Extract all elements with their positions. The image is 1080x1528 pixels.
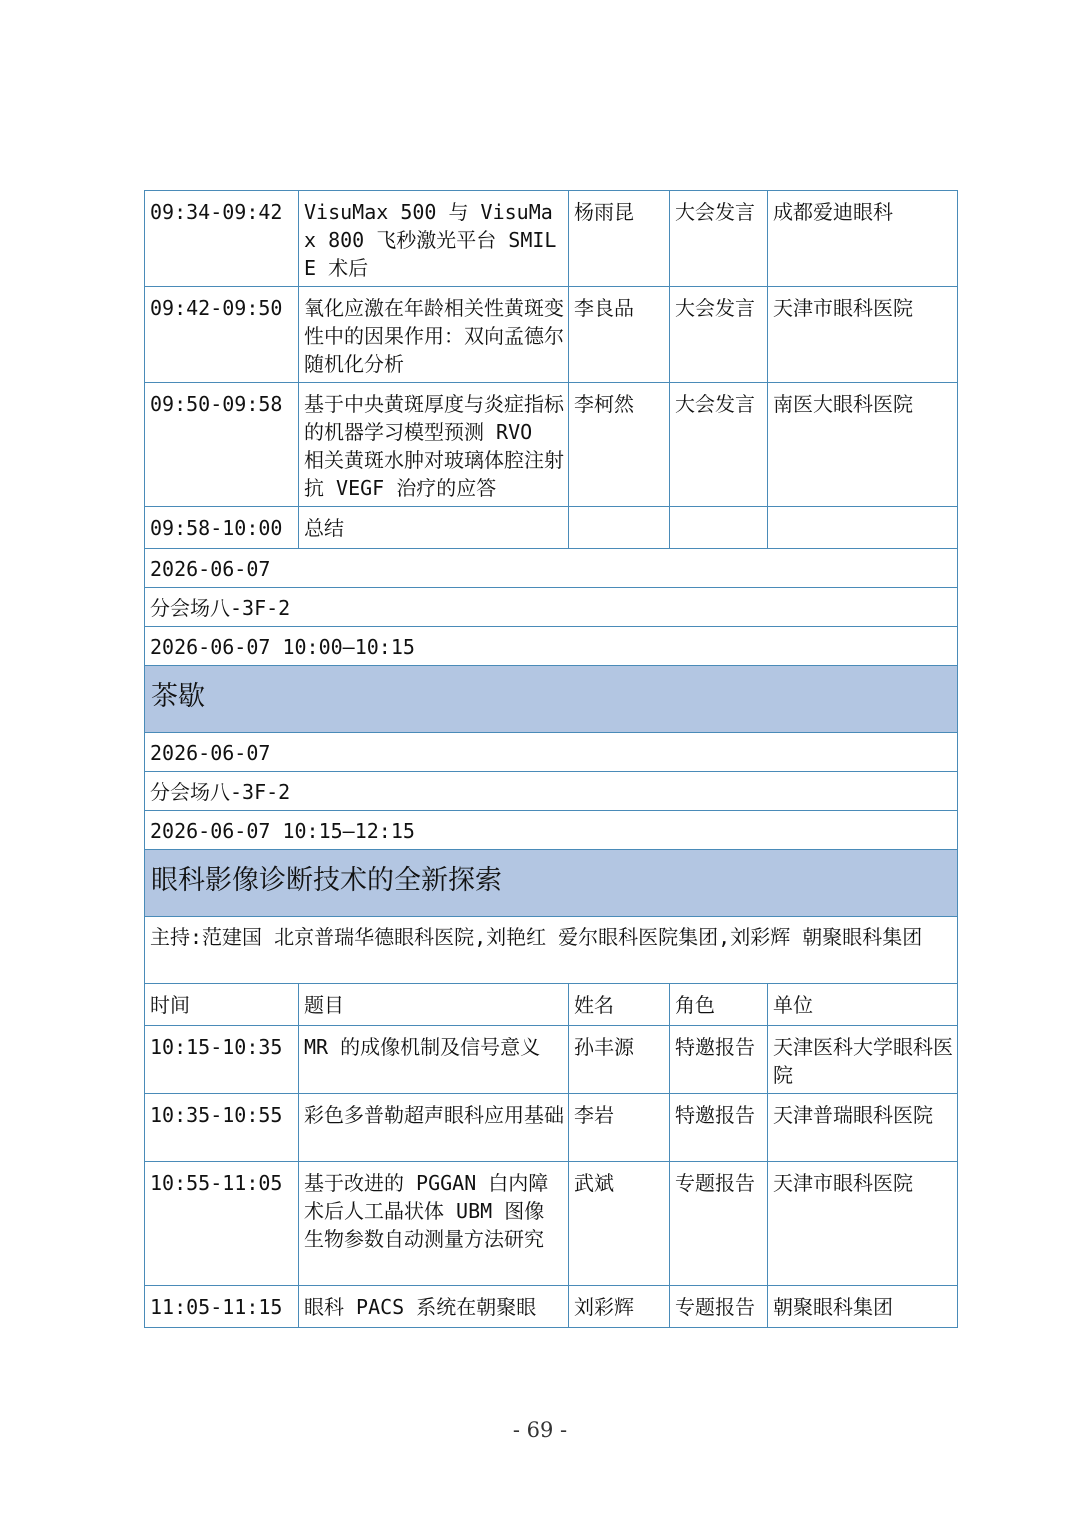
role-cell: 特邀报告 [670,1026,768,1094]
session-title-row [145,666,958,733]
schedule-table [144,190,958,1328]
name-cell: 李柯然 [569,383,670,507]
role-cell: 专题报告 [670,1162,768,1286]
time-cell: 11:05-11:15 [145,1286,299,1328]
name-cell: 李岩 [569,1094,670,1162]
org-cell: 天津市眼科医院 [768,1162,958,1286]
org-cell: 南医大眼科医院 [768,383,958,507]
session-date: 2026-06-07 [145,733,958,772]
session-date: 2026-06-07 [145,549,958,588]
session-venue: 分会场八-3F-2 [145,772,958,811]
role-cell: 大会发言 [670,287,768,383]
session-datetime-row [145,811,958,850]
session-title: 眼科影像诊断技术的全新探索 [145,850,958,917]
title-cell: 基于中央黄斑厚度与炎症指标的机器学习模型预测 RVO 相关黄斑水肿对玻璃体腔注射抗 VEGF 治疗的应答 [299,383,569,507]
table-row [145,1026,958,1094]
name-cell: 刘彩辉 [569,1286,670,1328]
org-cell: 天津市眼科医院 [768,287,958,383]
session-venue-row [145,588,958,627]
role-cell: 专题报告 [670,1286,768,1328]
session-title-row [145,850,958,917]
role-cell: 特邀报告 [670,1094,768,1162]
table-row [145,1286,958,1328]
time-cell: 09:50-09:58 [145,383,299,507]
session-venue-row [145,772,958,811]
table-row [145,1162,958,1286]
org-cell: 天津普瑞眼科医院 [768,1094,958,1162]
org-cell: 成都爱迪眼科 [768,191,958,287]
time-cell: 09:34-09:42 [145,191,299,287]
role-cell: 大会发言 [670,191,768,287]
title-cell: 基于改进的 PGGAN 白内障术后人工晶状体 UBM 图像生物参数自动测量方法研究 [299,1162,569,1286]
name-cell: 李良品 [569,287,670,383]
session-venue: 分会场八-3F-2 [145,588,958,627]
session-title: 茶歇 [145,666,958,733]
org-cell [768,507,958,549]
title-cell: 氧化应激在年龄相关性黄斑变性中的因果作用：双向孟德尔随机化分析 [299,287,569,383]
session-hosts: 主持:范建国 北京普瑞华德眼科医院,刘艳红 爱尔眼科医院集团,刘彩辉 朝聚眼科集团 [145,917,958,984]
session-datetime: 2026-06-07 10:00—10:15 [145,627,958,666]
session-hosts-row [145,917,958,984]
name-cell: 孙丰源 [569,1026,670,1094]
role-cell: 大会发言 [670,383,768,507]
session-date-row [145,733,958,772]
header-org: 单位 [768,984,958,1026]
header-role: 角色 [670,984,768,1026]
name-cell: 杨雨昆 [569,191,670,287]
org-cell: 天津医科大学眼科医院 [768,1026,958,1094]
table-row [145,191,958,287]
session-datetime-row [145,627,958,666]
header-time: 时间 [145,984,299,1026]
table-header-row [145,984,958,1026]
title-cell: 眼科 PACS 系统在朝聚眼 [299,1286,569,1328]
name-cell [569,507,670,549]
title-cell: MR 的成像机制及信号意义 [299,1026,569,1094]
time-cell: 10:15-10:35 [145,1026,299,1094]
table-row [145,1094,958,1162]
table-row [145,507,958,549]
table-row [145,287,958,383]
title-cell: VisuMax 500 与 VisuMax 800 飞秒激光平台 SMILE 术后 [299,191,569,287]
session-datetime: 2026-06-07 10:15—12:15 [145,811,958,850]
time-cell: 10:35-10:55 [145,1094,299,1162]
title-cell: 彩色多普勒超声眼科应用基础 [299,1094,569,1162]
time-cell: 09:58-10:00 [145,507,299,549]
role-cell [670,507,768,549]
name-cell: 武斌 [569,1162,670,1286]
page-number: - 69 - [512,1418,568,1442]
session-date-row [145,549,958,588]
title-cell: 总结 [299,507,569,549]
org-cell: 朝聚眼科集团 [768,1286,958,1328]
time-cell: 09:42-09:50 [145,287,299,383]
header-name: 姓名 [569,984,670,1026]
time-cell: 10:55-11:05 [145,1162,299,1286]
header-title: 题目 [299,984,569,1026]
table-row [145,383,958,507]
